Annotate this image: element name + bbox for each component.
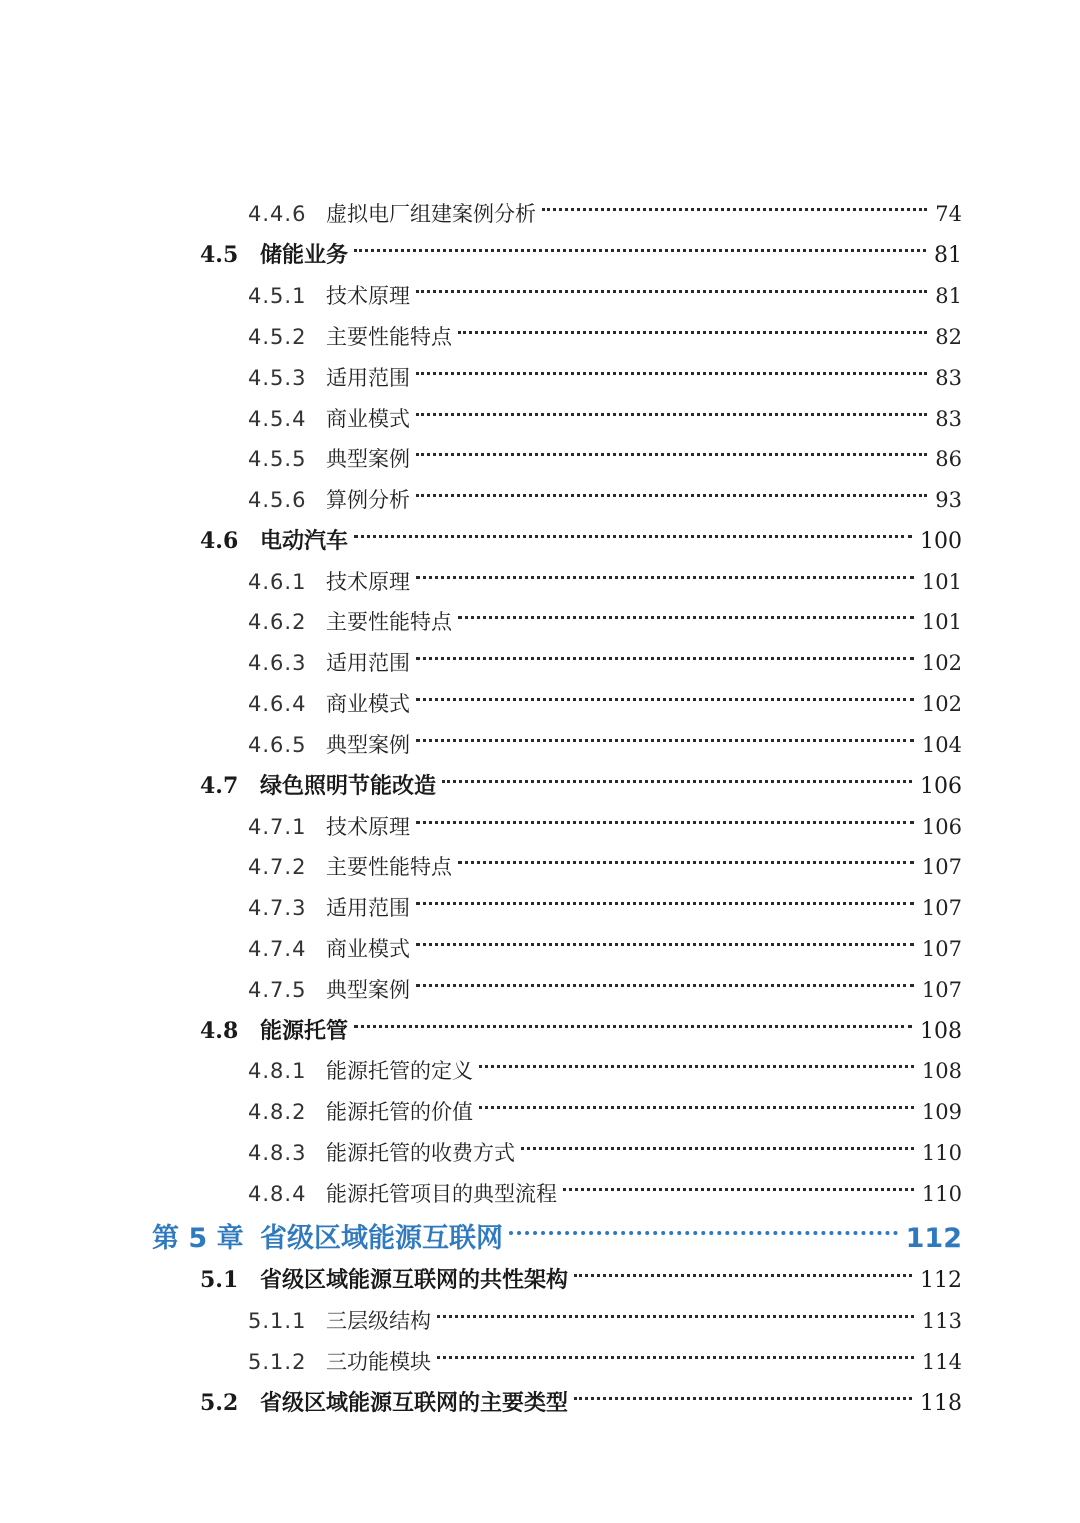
- toc-entry-subsection[interactable]: [248, 881, 962, 920]
- entry-number: 4.7: [200, 773, 239, 799]
- dot-leader: [416, 432, 927, 466]
- entry-title: 商业模式: [326, 692, 410, 716]
- entry-number: 4.7.1: [248, 815, 307, 839]
- entry-page-number: 110: [921, 1141, 962, 1165]
- entry-title: 能源托管: [260, 1019, 349, 1044]
- entry-page-number: 81: [935, 284, 962, 308]
- dot-leader: [416, 677, 914, 711]
- toc-entry-section[interactable]: [200, 1376, 962, 1416]
- dot-leader: [416, 922, 914, 956]
- dot-leader: [354, 1004, 912, 1038]
- dot-leader: [416, 392, 927, 426]
- toc-entry-subsection[interactable]: [248, 310, 962, 349]
- entry-title: 电动汽车: [260, 529, 349, 554]
- entry-title: 算例分析: [326, 488, 410, 512]
- toc-entry-subsection[interactable]: [248, 1335, 962, 1374]
- entry-title: 能源托管的定义: [326, 1059, 473, 1083]
- toc-entry-subsection[interactable]: [248, 1167, 962, 1206]
- dot-leader: [416, 636, 914, 670]
- entry-title: 适用范围: [326, 651, 410, 675]
- toc-entry-section[interactable]: [200, 1004, 962, 1044]
- entry-page-number: 118: [920, 1391, 962, 1416]
- entry-title: 绿色照明节能改造: [260, 774, 437, 799]
- entry-title: 三层级结构: [326, 1309, 431, 1333]
- entry-page-number: 109: [921, 1100, 962, 1124]
- toc-entry-subsection[interactable]: [248, 595, 962, 634]
- entry-page-number: 100: [920, 529, 962, 554]
- entry-page-number: 108: [921, 1059, 962, 1083]
- entry-page-number: 101: [921, 610, 962, 634]
- toc-entry-subsection[interactable]: [248, 922, 962, 961]
- dot-leader: [416, 881, 914, 915]
- dot-leader: [416, 718, 914, 752]
- entry-title: 主要性能特点: [326, 325, 452, 349]
- entry-page-number: 82: [935, 325, 962, 349]
- entry-title: 典型案例: [326, 978, 410, 1002]
- entry-title: 能源托管的价值: [326, 1100, 473, 1124]
- entry-page-number: 74: [935, 202, 962, 226]
- entry-number: 5.1: [200, 1267, 239, 1293]
- entry-number: 4.5.2: [248, 325, 307, 349]
- toc-entry-subsection[interactable]: [248, 392, 962, 431]
- toc-entry-subsection[interactable]: [248, 1294, 962, 1333]
- entry-page-number: 106: [921, 815, 962, 839]
- entry-page-number: 93: [935, 488, 962, 512]
- entry-title: 适用范围: [326, 366, 410, 390]
- entry-number: 4.5.4: [248, 407, 307, 431]
- toc-entry-section[interactable]: [200, 514, 962, 554]
- dot-leader: [458, 310, 927, 344]
- chapter-title: 省级区域能源互联网: [260, 1223, 503, 1254]
- entry-page-number: 108: [920, 1019, 962, 1044]
- entry-page-number: 83: [935, 366, 962, 390]
- toc-entry-subsection[interactable]: [248, 269, 962, 308]
- entry-number: 5.1.2: [248, 1350, 307, 1374]
- dot-leader: [416, 963, 914, 997]
- entry-number: 4.6.3: [248, 651, 307, 675]
- dot-leader: [354, 514, 912, 548]
- entry-number: 4.6: [200, 528, 239, 554]
- entry-number: 4.6.2: [248, 610, 307, 634]
- toc-entry-subsection[interactable]: [248, 800, 962, 839]
- entry-title: 技术原理: [326, 570, 410, 594]
- entry-title: 三功能模块: [326, 1350, 431, 1374]
- dot-leader: [521, 1126, 914, 1160]
- entry-title: 储能业务: [260, 243, 349, 268]
- entry-number: 4.8.4: [248, 1182, 307, 1206]
- entry-number: 4.8: [200, 1018, 239, 1044]
- chapter-number: 第 5 章: [152, 1223, 244, 1254]
- entry-page-number: 114: [921, 1350, 962, 1374]
- entry-number: 4.7.5: [248, 978, 307, 1002]
- entry-page-number: 101: [921, 570, 962, 594]
- entry-number: 4.5.3: [248, 366, 307, 390]
- chapter-page-number: 112: [905, 1223, 962, 1254]
- entry-title: 典型案例: [326, 733, 410, 757]
- dot-leader: [479, 1044, 914, 1078]
- entry-number: 4.5: [200, 242, 239, 268]
- entry-page-number: 106: [920, 774, 962, 799]
- entry-title: 能源托管的收费方式: [326, 1141, 515, 1165]
- entry-page-number: 110: [921, 1182, 962, 1206]
- toc-entry-subsection[interactable]: [248, 473, 962, 512]
- entry-title: 主要性能特点: [326, 610, 452, 634]
- toc-entry-subsection[interactable]: [248, 351, 962, 390]
- entry-title: 技术原理: [326, 815, 410, 839]
- entry-title: 虚拟电厂组建案例分析: [326, 202, 536, 226]
- dot-leader: [442, 759, 912, 793]
- entry-page-number: 107: [921, 978, 962, 1002]
- dot-leader: [458, 595, 914, 629]
- entry-page-number: 86: [935, 447, 962, 471]
- toc-entry-subsection[interactable]: [248, 187, 962, 226]
- entry-number: 5.2: [200, 1390, 239, 1416]
- toc-entry-subsection[interactable]: [248, 1085, 962, 1124]
- entry-page-number: 102: [921, 692, 962, 716]
- toc-entry-chapter[interactable]: [152, 1207, 962, 1254]
- entry-number: 4.6.4: [248, 692, 307, 716]
- toc-entry-subsection[interactable]: [248, 963, 962, 1002]
- entry-page-number: 112: [920, 1268, 962, 1293]
- dot-leader: [354, 228, 926, 262]
- entry-number: 4.4.6: [248, 202, 307, 226]
- toc-entry-subsection[interactable]: [248, 718, 962, 757]
- dot-leader: [437, 1294, 914, 1328]
- entry-page-number: 81: [934, 243, 962, 268]
- entry-title: 主要性能特点: [326, 855, 452, 879]
- entry-page-number: 113: [921, 1309, 962, 1333]
- entry-number: 4.7.3: [248, 896, 307, 920]
- entry-number: 5.1.1: [248, 1309, 307, 1333]
- toc-entry-subsection[interactable]: [248, 432, 962, 471]
- entry-page-number: 107: [921, 937, 962, 961]
- entry-number: 4.7.4: [248, 937, 307, 961]
- dot-leader: [416, 269, 927, 303]
- entry-page-number: 102: [921, 651, 962, 675]
- entry-number: 4.5.5: [248, 447, 307, 471]
- toc-entry-section[interactable]: [200, 759, 962, 799]
- entry-title: 典型案例: [326, 447, 410, 471]
- dot-leader: [416, 351, 927, 385]
- dot-leader: [563, 1167, 914, 1201]
- toc-entry-subsection[interactable]: [248, 555, 962, 594]
- entry-number: 4.5.6: [248, 488, 307, 512]
- dot-leader: [416, 555, 914, 589]
- entry-page-number: 107: [921, 896, 962, 920]
- dot-leader: [416, 473, 927, 507]
- entry-number: 4.8.2: [248, 1100, 307, 1124]
- dot-leader: [416, 800, 914, 834]
- dot-leader: [542, 187, 927, 221]
- dot-leader: [509, 1207, 898, 1247]
- entry-title: 省级区域能源互联网的共性架构: [260, 1268, 569, 1293]
- entry-number: 4.5.1: [248, 284, 307, 308]
- toc-entry-subsection[interactable]: [248, 677, 962, 716]
- toc-entry-section[interactable]: [200, 228, 962, 268]
- entry-title: 技术原理: [326, 284, 410, 308]
- entry-title: 省级区域能源互联网的主要类型: [260, 1391, 569, 1416]
- dot-leader: [437, 1335, 914, 1369]
- entry-page-number: 83: [935, 407, 962, 431]
- entry-title: 商业模式: [326, 407, 410, 431]
- toc-entry-subsection[interactable]: [248, 1044, 962, 1083]
- entry-number: 4.8.3: [248, 1141, 307, 1165]
- toc-entry-section[interactable]: [200, 1253, 962, 1293]
- toc-entry-subsection[interactable]: [248, 636, 962, 675]
- dot-leader: [574, 1376, 912, 1410]
- dot-leader: [458, 840, 914, 874]
- entry-number: 4.7.2: [248, 855, 307, 879]
- toc-entry-subsection[interactable]: [248, 1126, 962, 1165]
- entry-page-number: 104: [921, 733, 962, 757]
- entry-title: 能源托管项目的典型流程: [326, 1182, 557, 1206]
- entry-number: 4.6.1: [248, 570, 307, 594]
- dot-leader: [574, 1253, 912, 1287]
- entry-title: 适用范围: [326, 896, 410, 920]
- entry-page-number: 107: [921, 855, 962, 879]
- toc-entry-subsection[interactable]: [248, 840, 962, 879]
- entry-number: 4.8.1: [248, 1059, 307, 1083]
- dot-leader: [479, 1085, 914, 1119]
- entry-number: 4.6.5: [248, 733, 307, 757]
- entry-title: 商业模式: [326, 937, 410, 961]
